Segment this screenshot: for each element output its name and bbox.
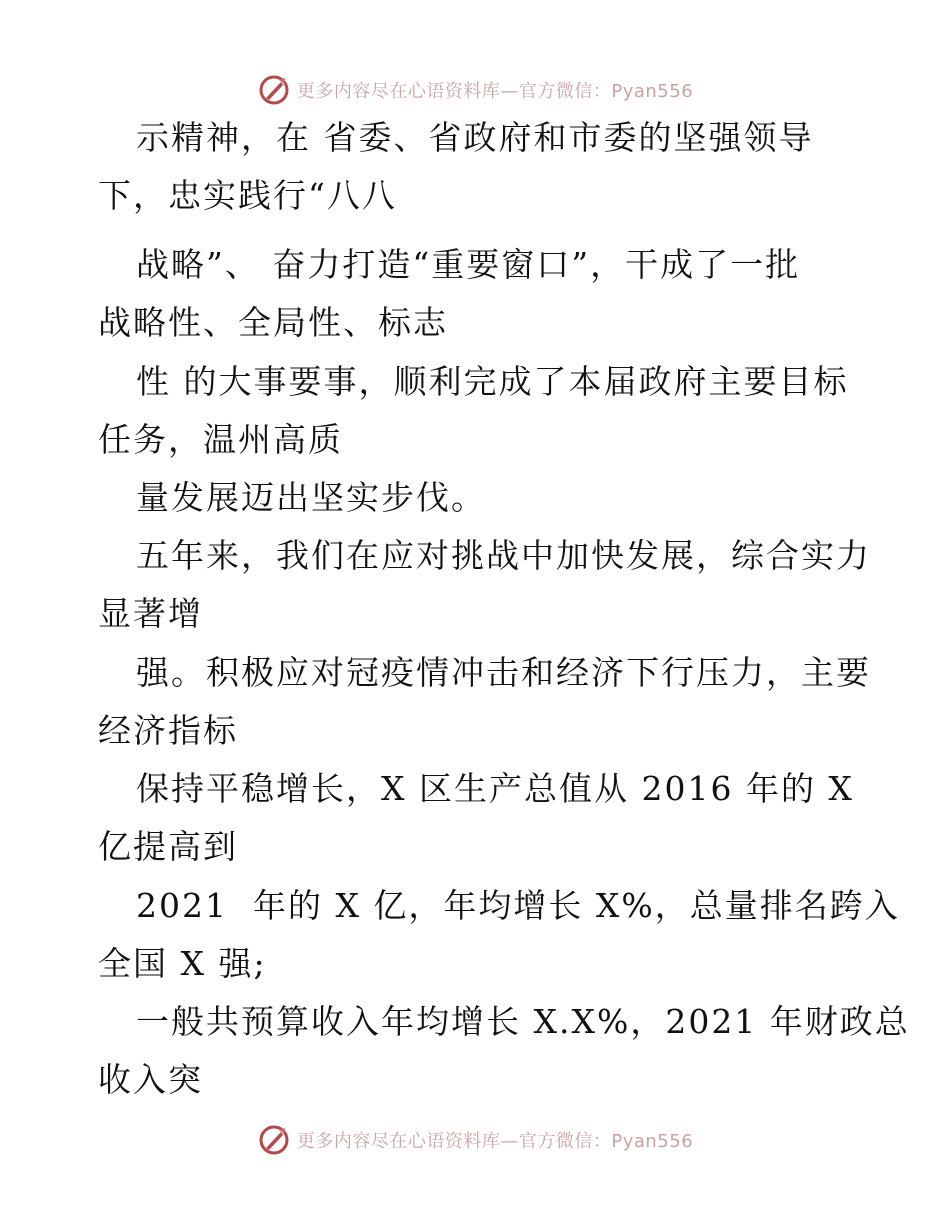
text-line: 亿提高到 — [98, 827, 238, 866]
footer-watermark — [0, 1120, 950, 1160]
feather-pen-seal-icon — [257, 73, 291, 107]
text-line: 任务，温州高质 — [98, 420, 343, 459]
text-line: 显著增 — [98, 594, 203, 633]
text-line: 五年来，我们在应对挑战中加快发展，综合实力 — [136, 536, 871, 575]
text-line: 收入突 — [98, 1060, 203, 1099]
watermark-text: 更多内容尽在心语资料库—官方微信：Pyan556 — [296, 1131, 694, 1152]
feather-pen-seal-icon — [257, 1123, 291, 1157]
text-line: 强。积极应对冠疫情冲击和经济下行压力，主要 — [136, 653, 871, 692]
text-line: 一般共预算收入年均增长 X.X%，2021 年财政总 — [136, 1002, 910, 1041]
text-line: 战略”、 奋力打造“重要窗口”，干成了一批 — [136, 245, 801, 284]
text-line: 全国 X 强; — [98, 944, 267, 983]
header-watermark — [0, 70, 950, 110]
text-line: 经济指标 — [98, 711, 238, 750]
text-line: 量发展迈出坚实步伐。 — [136, 478, 486, 517]
text-line: 2021 年的 X 亿，年均增长 X%，总量排名跨入 — [136, 886, 900, 925]
text-line: 示精神，在 省委、省政府和市委的坚强领导 — [136, 118, 814, 157]
text-line: 战略性、全局性、标志 — [98, 303, 448, 342]
text-line: 性 的大事要事，顺利完成了本届政府主要目标 — [136, 362, 849, 401]
watermark-text: 更多内容尽在心语资料库—官方微信：Pyan556 — [296, 81, 694, 102]
text-line: 下，忠实践行“八八 — [98, 176, 397, 215]
text-line: 保持平稳增长，X 区生产总值从 2016 年的 X — [136, 769, 854, 808]
